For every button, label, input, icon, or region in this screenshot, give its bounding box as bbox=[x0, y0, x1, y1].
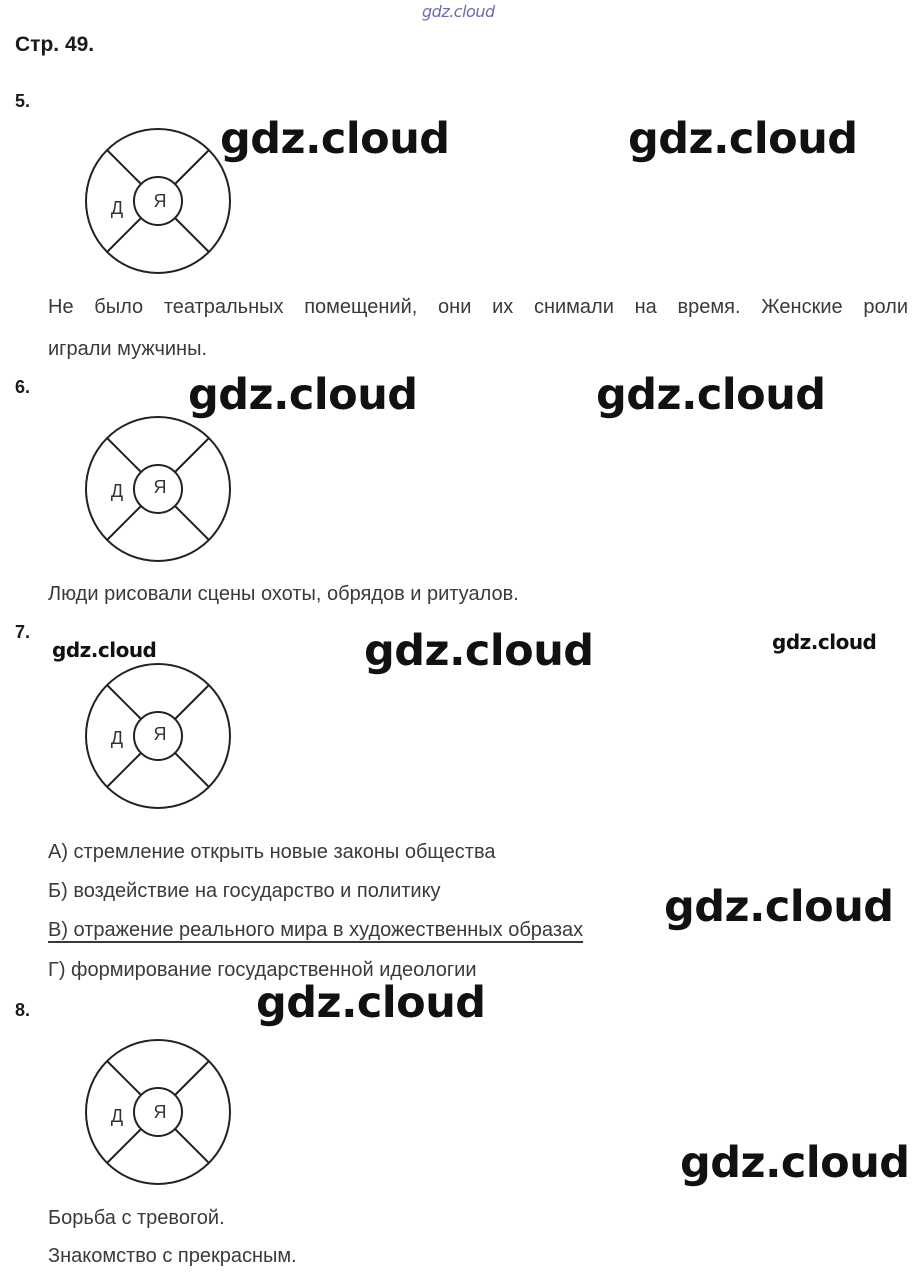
watermark: gdz.cloud bbox=[628, 114, 858, 164]
page-title: Стр. 49. bbox=[15, 33, 95, 56]
task-7-option-b: Б) воздействие на государство и политику bbox=[48, 880, 441, 902]
task-6-circle-diagram bbox=[84, 415, 232, 563]
watermark: gdz.cloud bbox=[188, 370, 418, 420]
watermark: gdz.cloud bbox=[52, 638, 157, 662]
task-6-number: 6. bbox=[15, 377, 31, 397]
task-7-circle-diagram bbox=[84, 662, 232, 810]
watermark: gdz.cloud bbox=[220, 114, 450, 164]
diagram-label-ya: Я bbox=[153, 191, 167, 211]
watermark: gdz.cloud bbox=[364, 626, 594, 676]
watermark: gdz.cloud bbox=[772, 630, 877, 654]
diagram-label-d: Д bbox=[110, 198, 124, 218]
task-5-line-2: играли мужчины. bbox=[48, 338, 208, 360]
task-8-circle-diagram bbox=[84, 1038, 232, 1186]
task-8-line-2: Знакомство с прекрасным. bbox=[48, 1245, 297, 1267]
task-7-option-a: А) стремление открыть новые законы общества bbox=[48, 841, 496, 863]
diagram-label-ya: Я bbox=[153, 1102, 167, 1122]
task-8-line-1: Борьба с тревогой. bbox=[48, 1207, 225, 1229]
task-7-number: 7. bbox=[15, 622, 31, 642]
task-7-option-g: Г) формирование государственной идеологии bbox=[48, 959, 477, 981]
diagram-label-d: Д bbox=[110, 1106, 124, 1126]
watermark: gdz.cloud bbox=[596, 370, 826, 420]
task-5-line-1: Не было театральных помещений, они их снимали на время. Женские роли bbox=[48, 296, 908, 318]
watermark: gdz.cloud bbox=[680, 1138, 910, 1188]
watermark: gdz.cloud bbox=[664, 882, 894, 932]
task-7-option-v-correct: В) отражение реального мира в художественных образах bbox=[48, 919, 584, 941]
diagram-label-d: Д bbox=[110, 728, 124, 748]
task-6-line-1: Люди рисовали сцены охоты, обрядов и ритуалов. bbox=[48, 583, 519, 605]
watermark: gdz.cloud bbox=[256, 978, 486, 1028]
task-5-circle-diagram bbox=[84, 127, 232, 275]
diagram-label-ya: Я bbox=[153, 724, 167, 744]
diagram-label-ya: Я bbox=[153, 477, 167, 497]
diagram-label-d: Д bbox=[110, 481, 124, 501]
watermark-top: gdz.cloud bbox=[422, 2, 495, 21]
task-5-number: 5. bbox=[15, 91, 31, 111]
task-8-number: 8. bbox=[15, 1000, 31, 1020]
